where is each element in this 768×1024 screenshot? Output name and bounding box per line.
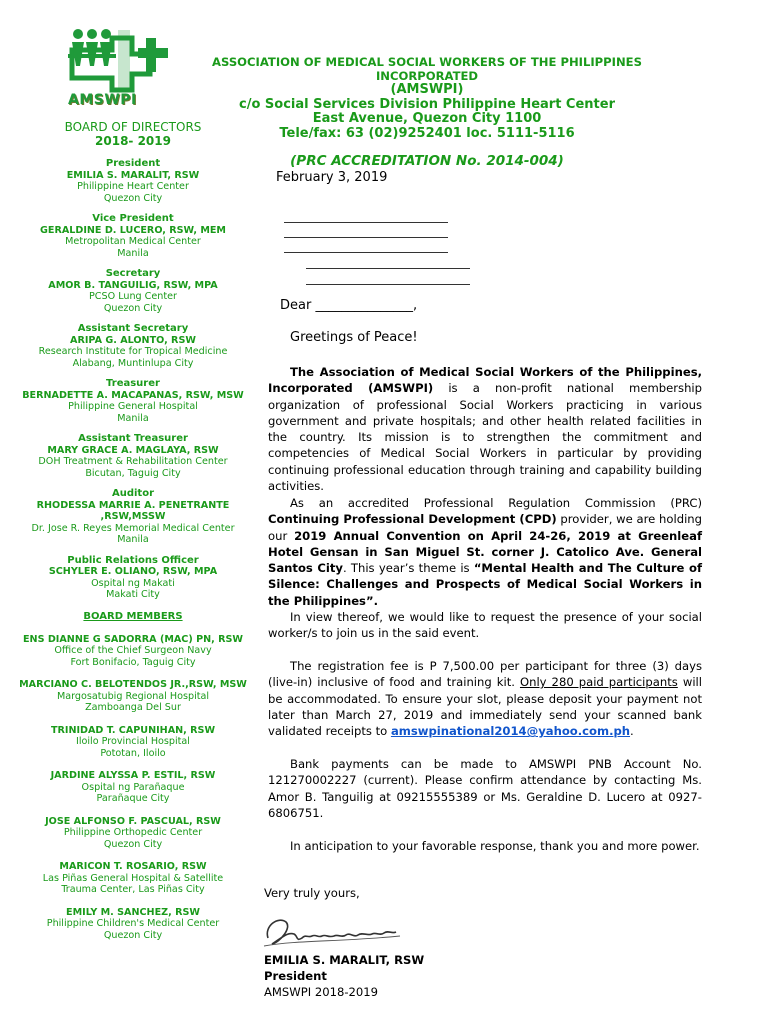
p2-b: Continuing Professional Development (CPD): [268, 512, 557, 527]
board-of-directors-sidebar: [12, 120, 254, 952]
p4-a: The registration fee is P 7,500.00 per participant for three (3) days (live-in) inclusive of food and training kit.: [268, 659, 702, 690]
officer-name: AMOR B. TANGUILIG, RSW, MPA: [48, 279, 218, 291]
signer-block: [264, 952, 424, 1000]
p4-limit: Only 280 paid participants: [519, 675, 678, 690]
officer-entry: [12, 213, 254, 259]
org-telefax: Tele/fax: 63 (02)9252401 loc. 5111-5116: [279, 125, 575, 141]
paragraph-4: [268, 658, 702, 739]
officer-role: Secretary: [105, 268, 161, 279]
closing: Very truly yours,: [264, 886, 360, 900]
logo-text: AMSWPI: [68, 92, 137, 108]
officer-entry: [12, 268, 254, 314]
salutation: Dear _______________,: [280, 298, 418, 313]
org-name: ASSOCIATION OF MEDICAL SOCIAL WORKERS OF THE PHILIPPINES INCORPORATED: [212, 55, 642, 83]
board-member-entry: [12, 679, 254, 714]
board-member-entry: [12, 634, 254, 669]
p2-e: . This year’s theme is: [343, 561, 474, 576]
member-name: TRINIDAD T. CAPUNIHAN, RSW: [50, 724, 216, 736]
officer-entry: [12, 555, 254, 601]
officer-list: [12, 158, 254, 601]
member-location: Zamboanga Del Sur: [85, 702, 181, 713]
p4-d: .: [630, 724, 634, 739]
board-member-entry: [12, 770, 254, 805]
officer-affiliation: Metropolitan Medical Center: [65, 236, 201, 247]
officer-affiliation: Dr. Jose R. Reyes Memorial Medical Center: [31, 522, 235, 534]
org-address-2: East Avenue, Quezon City 1100: [312, 111, 542, 126]
member-location: Quezon City: [103, 929, 163, 941]
letter-date: February 3, 2019: [276, 170, 388, 185]
signer-name: EMILIA S. MARALIT, RSW: [264, 953, 425, 967]
member-affiliation: Office of the Chief Surgeon Navy: [54, 645, 212, 656]
officer-role: Assistant Treasurer: [78, 433, 188, 444]
officer-entry: [12, 378, 254, 424]
officer-location: Makati City: [106, 589, 160, 600]
member-name: JOSE ALFONSO F. PASCUAL, RSW: [45, 815, 221, 827]
officer-name: GERALDINE D. LUCERO, RSW, MEM: [40, 224, 226, 236]
member-location: Fort Bonifacio, Taguig City: [70, 656, 196, 668]
address-blank-3: [284, 252, 448, 253]
officer-entry: [12, 158, 254, 204]
officer-affiliation: PCSO Lung Center: [89, 291, 177, 302]
signature-icon: [258, 908, 408, 952]
p1-body: is a non-profit national membership organization of professional Social Workers practicing in various government and private hospitals; and other health related facilities in the country. Its mission is to strengthen the commitment and competencies of Medical Social Workers in particular by providing continuing professional education through training and capability building activities.: [268, 381, 702, 494]
officer-location: Manila: [117, 534, 149, 545]
member-name: ENS DIANNE G SADORRA (MAC) PN, RSW: [23, 633, 243, 645]
officer-name: RHODESSA MARRIE A. PENETRANTE ,RSW,MSSW: [36, 499, 230, 522]
greeting: Greetings of Peace!: [290, 330, 418, 345]
board-member-entry: [12, 725, 254, 760]
member-affiliation: Las Piñas General Hospital & Satellite: [42, 872, 224, 884]
officer-role: President: [105, 158, 161, 169]
officer-entry: [12, 488, 254, 546]
member-list: [12, 634, 254, 942]
address-blank-1: [284, 222, 448, 223]
officer-role: Treasurer: [106, 378, 160, 389]
signer-org: AMSWPI 2018-2019: [264, 985, 379, 999]
officer-affiliation: DOH Treatment & Rehabilitation Center: [38, 456, 228, 467]
officer-name: ARIPA G. ALONTO, RSW: [70, 334, 196, 346]
signer-title: President: [264, 969, 327, 983]
member-name: MARCIANO C. BELOTENDOS JR.,RSW, MSW: [19, 679, 247, 690]
member-affiliation: Philippine Children's Medical Center: [46, 918, 220, 929]
prc-accreditation: (PRC ACCREDITATION No. 2014-004): [290, 153, 564, 169]
officer-affiliation: Philippine Heart Center: [77, 181, 189, 192]
letterhead: [196, 55, 658, 169]
officer-affiliation: Philippine General Hospital: [68, 401, 198, 412]
member-name: EMILY M. SANCHEZ, RSW: [66, 906, 200, 918]
officer-name: BERNADETTE A. MACAPANAS, RSW, MSW: [22, 389, 244, 401]
p2-d: 2019 Annual Convention on April 24-26, 2019 at Greenleaf Hotel Gensan in San Miguel St. corner J. Catolico Ave. General Santos City: [268, 528, 702, 576]
member-affiliation: Margosatubig Regional Hospital: [56, 690, 210, 702]
officer-location: Quezon City: [103, 192, 163, 204]
p4-c: will be accommodated. To ensure your slot, please deposit your payment not later than March 27, 2019 and immediately send your scanned bank validated receipts to: [268, 675, 702, 739]
board-years: 2018- 2019: [95, 134, 171, 148]
p2-c: provider, we are holding our: [268, 512, 702, 543]
member-affiliation: Iloilo Provincial Hospital: [76, 736, 190, 747]
member-location: Parañaque City: [96, 793, 170, 804]
address-blank-5: [306, 284, 470, 285]
officer-name: SCHYLER E. OLIANO, RSW, MPA: [48, 566, 218, 577]
board-member-entry: [12, 816, 254, 851]
officer-location: Manila: [117, 247, 149, 259]
member-affiliation: Ospital ng Parañaque: [81, 781, 185, 793]
board-member-entry: [12, 907, 254, 942]
paragraph-1: [268, 364, 702, 494]
p2-f: “Mental Health and The Culture of Silence: Challenges and Prospects of Medical Social Workers in the Philippines”.: [268, 561, 702, 608]
member-location: Trauma Center, Las Piñas City: [61, 884, 205, 895]
p1-org: The Association of Medical Social Workers of the Philippines, Incorporated (AMSWPI): [268, 365, 702, 396]
officer-name: MARY GRACE A. MAGLAYA, RSW: [47, 444, 219, 456]
officer-location: Quezon City: [103, 302, 163, 314]
paragraph-5: Bank payments can be made to AMSWPI PNB Account No. 121270002227 (current). Please confirm attendance by contacting Ms. Amor B. Tanguilig at 09215555389 or Ms. Geraldine D. Lucero at 0927-6806751.: [268, 757, 702, 820]
letter-header: [262, 170, 704, 185]
officer-entry: [12, 323, 254, 369]
board-member-entry: [12, 861, 254, 896]
member-location: Quezon City: [103, 838, 163, 850]
board-members-heading: BOARD MEMBERS: [83, 610, 183, 622]
member-name: JARDINE ALYSSA P. ESTIL, RSW: [50, 770, 216, 781]
officer-role: Vice President: [92, 213, 174, 224]
member-location: Pototan, Iloilo: [100, 747, 166, 759]
paragraph-6: In anticipation to your favorable response, thank you and more power.: [290, 839, 700, 853]
officer-role: Assistant Secretary: [77, 323, 189, 334]
officer-role: Auditor: [111, 488, 155, 499]
member-affiliation: Philippine Orthopedic Center: [63, 827, 203, 838]
address-blank-2: [284, 237, 448, 238]
org-address-1: c/o Social Services Division Philippine Heart Center: [238, 96, 615, 112]
p2-a: As an accredited Professional Regulation Commission (PRC): [290, 496, 702, 510]
member-name: MARICON T. ROSARIO, RSW: [59, 861, 207, 872]
officer-affiliation: Research Institute for Tropical Medicine: [38, 346, 228, 357]
officer-location: Bicutan, Taguig City: [85, 467, 181, 479]
officer-entry: [12, 433, 254, 479]
paragraph-3: In view thereof, we would like to request the presence of your social worker/s to join us in the said event.: [268, 610, 702, 641]
board-title: BOARD OF DIRECTORS: [64, 120, 202, 134]
officer-name: EMILIA S. MARALIT, RSW: [66, 169, 200, 181]
officer-role: Public Relations Officer: [67, 554, 199, 566]
officer-affiliation: Ospital ng Makati: [91, 577, 175, 589]
officer-location: Alabang, Muntinlupa City: [72, 357, 194, 369]
officer-location: Manila: [117, 412, 149, 424]
org-abbr: (AMSWPI): [390, 82, 464, 97]
email-link[interactable]: amswpinational2014@yahoo.com.ph: [390, 724, 631, 739]
address-blank-4: [306, 268, 470, 269]
paragraph-2: [268, 495, 702, 609]
